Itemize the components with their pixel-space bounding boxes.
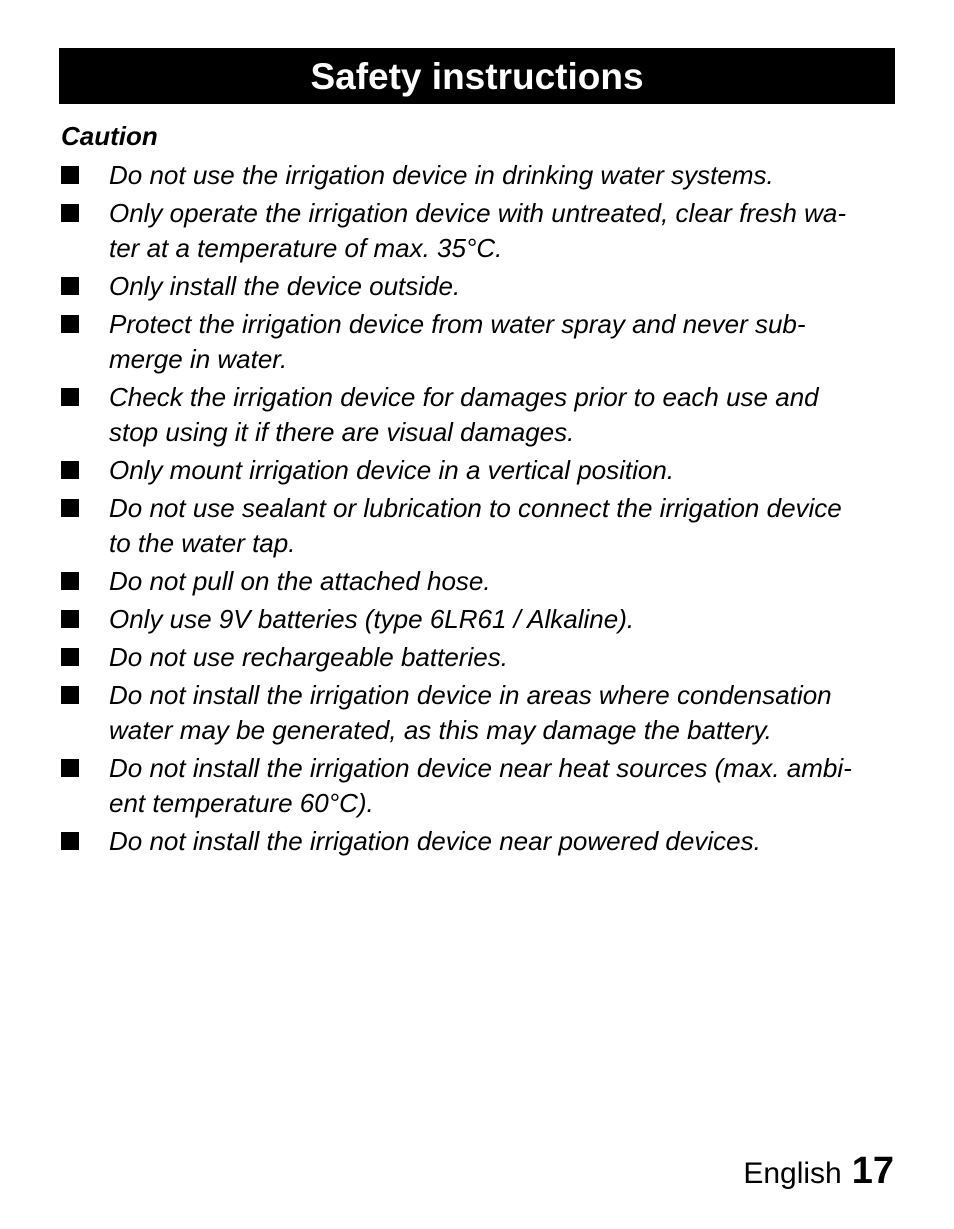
list-item-text: Only use 9V batteries (type 6LR61 / Alkaline).: [109, 604, 635, 634]
list-item: [61, 453, 901, 488]
list-item: [61, 380, 901, 450]
list-item-text: Do not install the irrigation device near heat sources (max. ambi- ent temperature 60°C).: [109, 753, 852, 818]
square-bullet-icon: [61, 572, 79, 590]
safety-bullet-list: [61, 158, 901, 862]
list-item: [61, 307, 901, 377]
list-item-text: Do not use sealant or lubrication to connect the irrigation device to the water tap.: [109, 493, 842, 558]
page-number: 17: [851, 1150, 894, 1192]
list-item-text: Only mount irrigation device in a vertical position.: [109, 455, 675, 485]
page-footer: [743, 1150, 894, 1193]
list-item: [61, 269, 901, 304]
square-bullet-icon: [61, 648, 79, 666]
list-item-text: Only operate the irrigation device with untreated, clear fresh wa- ter at a temperature of max. 35°C.: [109, 198, 847, 263]
caution-heading: Caution: [61, 121, 158, 151]
square-bullet-icon: [61, 686, 79, 704]
list-item: [61, 196, 901, 266]
list-item: [61, 824, 901, 859]
list-item: [61, 640, 901, 675]
list-item-text: Do not install the irrigation device in areas where condensation water may be generated, as this may damage the battery.: [109, 680, 832, 745]
list-item: [61, 158, 901, 193]
list-item-text: Only install the device outside.: [109, 271, 461, 301]
page-title: Safety instructions: [310, 55, 644, 97]
list-item-text: Do not use the irrigation device in drinking water systems.: [109, 160, 774, 190]
square-bullet-icon: [61, 832, 79, 850]
list-item: [61, 564, 901, 599]
square-bullet-icon: [61, 315, 79, 333]
list-item: [61, 491, 901, 561]
list-item-text: Do not pull on the attached hose.: [109, 566, 491, 596]
square-bullet-icon: [61, 388, 79, 406]
list-item-text: Check the irrigation device for damages prior to each use and stop using it if there are visual damages.: [109, 382, 819, 447]
list-item-text: Do not install the irrigation device near powered devices.: [109, 826, 761, 856]
title-bar: [59, 48, 895, 104]
list-item-text: Protect the irrigation device from water spray and never sub- merge in water.: [109, 309, 806, 374]
square-bullet-icon: [61, 166, 79, 184]
square-bullet-icon: [61, 461, 79, 479]
list-item-text: Do not use rechargeable batteries.: [109, 642, 508, 672]
square-bullet-icon: [61, 204, 79, 222]
square-bullet-icon: [61, 610, 79, 628]
footer-language: English: [743, 1157, 842, 1190]
square-bullet-icon: [61, 277, 79, 295]
square-bullet-icon: [61, 759, 79, 777]
list-item: [61, 602, 901, 637]
list-item: [61, 751, 901, 821]
square-bullet-icon: [61, 499, 79, 517]
list-item: [61, 678, 901, 748]
